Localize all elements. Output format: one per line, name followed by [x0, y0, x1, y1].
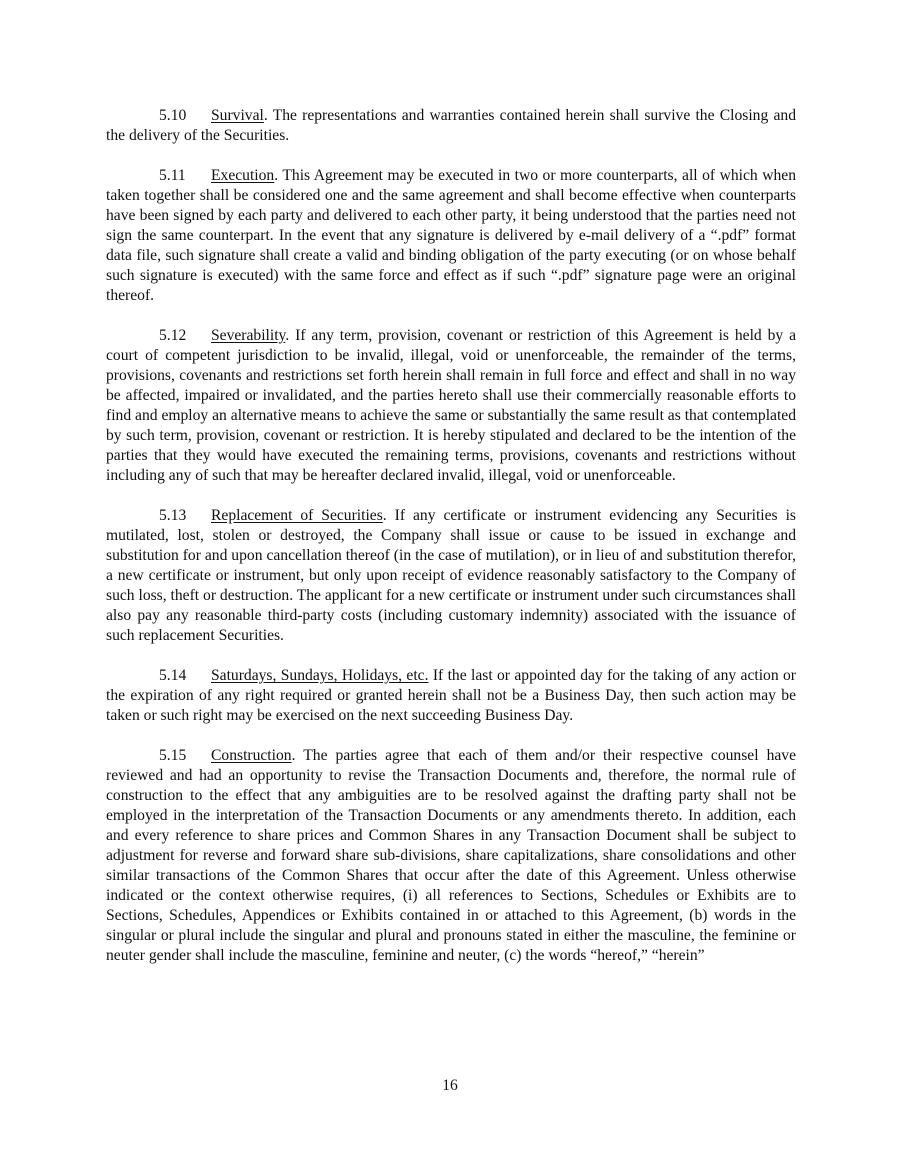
section-number: 5.12 — [159, 327, 187, 344]
section-5-12 — [106, 326, 796, 486]
section-number: 5.10 — [159, 107, 187, 124]
section-title-punctuation: . — [291, 747, 296, 764]
section-5-10 — [106, 106, 796, 146]
section-title-punctuation: . — [263, 107, 268, 124]
section-body: The parties agree that each of them and/or their respective counsel have reviewed and had an opportunity to revise the Transaction Documents and, therefore, the normal rule of construction to the effect that any ambiguities are to be resolved against the drafting party shall not be employed in the interpretation of the Transaction Documents or any amendments thereto. In addition, each and every reference to share prices and Common Shares in any Transaction Document shall be subject to adjustment for reverse and forward share sub-divisions, share capitalizations, share consolidations and other similar transactions of the Common Shares that occur after the date of this Agreement. Unless otherwise indicated or the context otherwise requires, (i) all references to Sections, Schedules or Exhibits are to Sections, Schedules, Appendices or Exhibits contained in or attached to this Agreement, (b) words in the singular or plural include the singular and plural and pronouns stated in either the masculine, the feminine or neuter gender shall include the masculine, feminine and neuter, (c) the words “hereof,” “herein” — [106, 747, 797, 964]
section-body: If any term, provision, covenant or restriction of this Agreement is held by a court of competent jurisdiction to be invalid, illegal, void or unenforceable, the remainder of the terms, provisions, covenants and restrictions set forth herein shall remain in full force and effect and shall in no way be affected, impaired or invalidated, and the parties hereto shall use their commercially reasonable efforts to find and employ an alternative means to achieve the same or substantially the same result as that contemplated by such term, provision, covenant or restriction. It is hereby stipulated and declared to be the intention of the parties that they would have executed the remaining terms, provisions, covenants and restrictions without including any of such that may be hereafter declared invalid, illegal, void or unenforceable. — [106, 327, 796, 484]
section-5-13 — [106, 506, 796, 646]
section-title-punctuation: . — [274, 167, 279, 184]
section-body: This Agreement may be executed in two or more counterparts, all of which when taken together shall be considered one and the same agreement and shall become effective when counterparts have been signed by each party and delivered to each other party, it being understood that the parties need not sign the same counterpart. In the event that any signature is delivered by e-mail delivery of a “.pdf” format data file, such signature shall create a valid and binding obligation of the party executing (or on whose behalf such signature is executed) with the same force and effect as if such “.pdf” signature page were an original thereof. — [106, 167, 796, 304]
section-title: Execution — [211, 167, 275, 184]
section-body: The representations and warranties contained herein shall survive the Closing and the delivery of the Securities. — [106, 107, 796, 144]
section-title: Saturdays, Sundays, Holidays, etc. — [211, 667, 429, 684]
section-number: 5.14 — [159, 667, 187, 684]
section-number: 5.13 — [159, 507, 187, 524]
section-title-punctuation: . — [382, 507, 387, 524]
document-body — [106, 106, 796, 986]
section-title: Replacement of Securities — [211, 507, 383, 524]
section-5-11 — [106, 166, 796, 306]
section-title: Construction — [211, 747, 292, 764]
section-5-15 — [106, 746, 796, 966]
page-number: 16 — [442, 1077, 458, 1094]
section-title-punctuation: . — [285, 327, 290, 344]
section-number: 5.11 — [159, 167, 186, 184]
section-body: If any certificate or instrument evidencing any Securities is mutilated, lost, stolen or destroyed, the Company shall issue or cause to be issued in exchange and substitution for and upon cancellation thereof (in the case of mutilation), or in lieu of and substitution therefor, a new certificate or instrument, but only upon receipt of evidence reasonably satisfactory to the Company of such loss, theft or destruction. The applicant for a new certificate or instrument under such circumstances shall also pay any reasonable third-party costs (including customary indemnity) associated with the issuance of such replacement Securities. — [106, 507, 796, 644]
section-title: Severability — [211, 327, 286, 344]
section-body: If the last or appointed day for the taking of any action or the expiration of any right required or granted herein shall not be a Business Day, then such action may be taken or such right may be exercised on the next succeeding Business Day. — [106, 667, 796, 724]
section-title: Survival — [211, 107, 264, 124]
section-number: 5.15 — [159, 747, 187, 764]
section-5-14 — [106, 666, 796, 726]
